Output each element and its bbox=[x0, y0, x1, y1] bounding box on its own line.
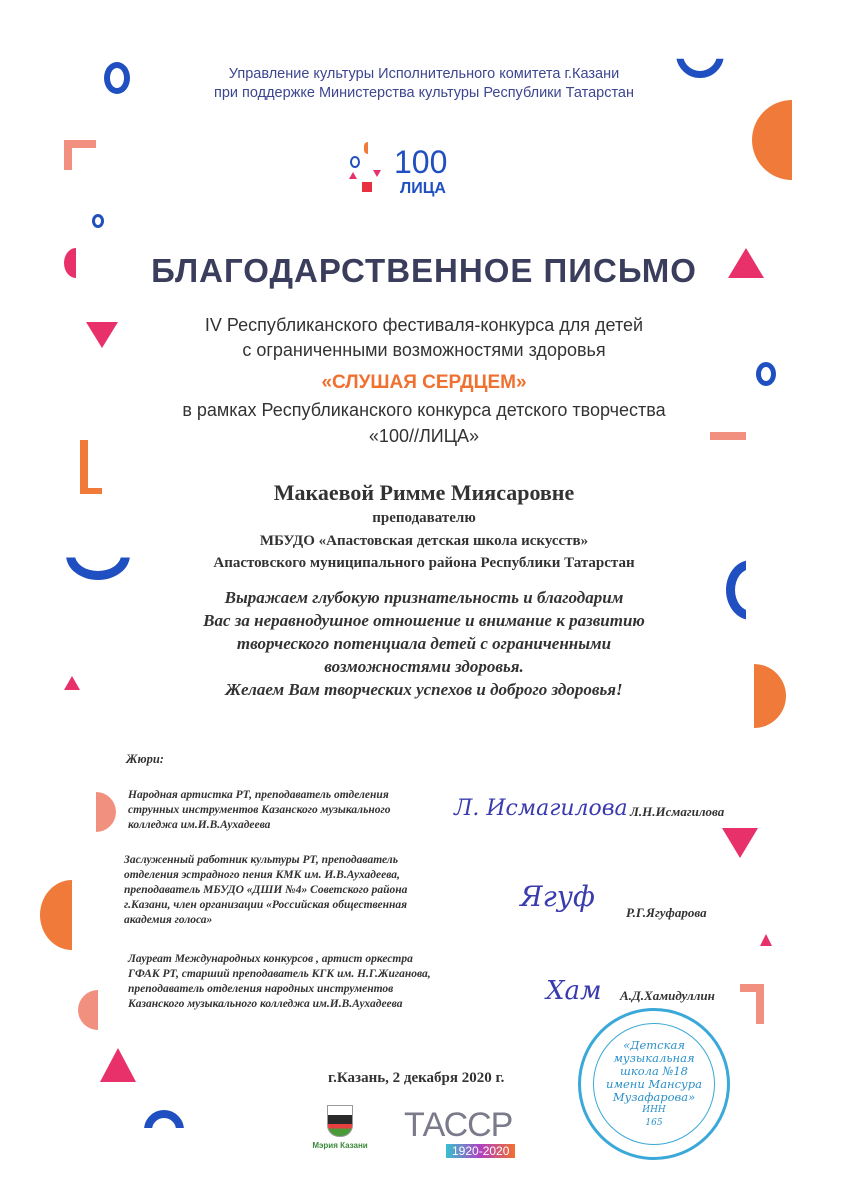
jury-member-name: А.Д.Хамидуллин bbox=[620, 988, 715, 1003]
festival-line: IV Республиканского фестиваля-конкурса для детей bbox=[204, 315, 644, 335]
festival-line: «100//ЛИЦА» bbox=[368, 426, 480, 446]
stamp-line: ИНН bbox=[642, 1105, 666, 1115]
desc-line: отделения эстрадного пения КМК им. И.В.Аухадеева, bbox=[124, 869, 400, 881]
salmon-halfcircle-shape bbox=[76, 792, 116, 832]
tassr-years: 1920-2020 bbox=[446, 1144, 515, 1158]
100-lica-logo bbox=[346, 140, 466, 202]
stamp-line: Музафарова» bbox=[612, 1090, 696, 1104]
place-date: г.Казань, 2 декабря 2020 г. bbox=[328, 1070, 505, 1086]
desc-line: Заслуженный работник культуры РТ, преподаватель bbox=[124, 854, 398, 866]
desc-line: колледжа им.И.В.Аухадеева bbox=[128, 819, 271, 831]
jury-member-desc bbox=[128, 788, 390, 833]
message-line: Выражаем глубокую признательность и благодарим bbox=[224, 588, 624, 607]
blue-arc-shape bbox=[144, 1110, 184, 1150]
jury-member-desc bbox=[124, 853, 407, 928]
recipient-position: преподавателю bbox=[372, 510, 476, 526]
desc-line: ГФАК РТ, старший преподаватель КГК им. Н.Г.Жиганова, bbox=[128, 968, 431, 980]
jury-member-desc bbox=[128, 952, 431, 1012]
logo-word: ЛИЦА bbox=[400, 180, 446, 197]
message-line: Желаем Вам творческих успехов и доброго здоровья! bbox=[225, 680, 623, 699]
desc-line: Народная артистка РТ, преподаватель отделения bbox=[128, 789, 389, 801]
jury-label: Жюри: bbox=[126, 752, 164, 766]
kazan-mayor-logo bbox=[310, 1105, 370, 1150]
message-line: Вас за неравнодушное отношение и внимание к развитию bbox=[203, 611, 645, 630]
salmon-bar-shape bbox=[64, 140, 72, 170]
signature: Хам bbox=[546, 976, 602, 1006]
stamp-line: 165 bbox=[645, 1118, 663, 1128]
jury-member-name: Р.Г.Ягуфарова bbox=[626, 905, 707, 920]
desc-line: г.Казани, член организации «Российская общественная bbox=[124, 899, 408, 911]
desc-line: Лауреат Международных конкурсов , артист оркестра bbox=[128, 953, 413, 965]
festival-name: «СЛУШАЯ СЕРДЦЕМ» bbox=[321, 372, 527, 393]
pink-triangle-shape bbox=[760, 934, 772, 946]
desc-line: Казанского музыкального колледжа им.И.В.Аухадеева bbox=[128, 998, 403, 1010]
festival-line: в рамках Республиканского конкурса детского творчества bbox=[182, 400, 666, 420]
kazan-logo-text: Мэрия Казани bbox=[312, 1141, 368, 1150]
salmon-bar-shape bbox=[756, 984, 764, 1024]
jury-member-name: Л.Н.Исмагилова bbox=[630, 804, 725, 819]
logo-number: 100 bbox=[394, 144, 448, 180]
stamp-line: музыкальная bbox=[613, 1051, 695, 1065]
stamp-line: школа №18 bbox=[619, 1064, 689, 1078]
recipient-org: МБУДО «Апастовская детская школа искусств» bbox=[259, 533, 589, 549]
tassr-logo bbox=[404, 1108, 515, 1160]
orange-halfcircle-shape bbox=[752, 100, 832, 180]
recipient-name: Макаевой Римме Миясаровне bbox=[273, 480, 575, 505]
stamp-line: «Детская bbox=[623, 1038, 685, 1052]
document-title: БЛАГОДАРСТВЕННОЕ ПИСЬМО bbox=[151, 252, 697, 289]
gratitude-message bbox=[0, 586, 848, 701]
organizer-line: Управление культуры Исполнительного комитета г.Казани bbox=[228, 66, 620, 82]
pink-triangle-shape bbox=[100, 1048, 136, 1082]
school-stamp bbox=[578, 1008, 730, 1160]
message-line: творческого потенциала детей с ограниченными bbox=[236, 634, 612, 653]
pink-triangle-shape bbox=[722, 828, 758, 858]
desc-line: струнных инструментов Казанского музыкального bbox=[128, 804, 391, 816]
kazan-coat-of-arms-icon bbox=[327, 1105, 353, 1137]
desc-line: преподаватель МБУДО «ДШИ №4» Советского района bbox=[124, 884, 408, 896]
message-line: возможностями здоровья. bbox=[324, 657, 524, 676]
desc-line: преподаватель отделения народных инструментов bbox=[128, 983, 394, 995]
festival-line: с ограниченными возможностями здоровья bbox=[242, 340, 606, 360]
desc-line: академия голоса» bbox=[124, 914, 213, 926]
stamp-line: имени Мансура bbox=[606, 1077, 702, 1091]
recipient-district: Апастовского муниципального района Республики Татарстан bbox=[213, 555, 635, 571]
blue-o-shape bbox=[92, 214, 104, 228]
salmon-halfcircle-shape bbox=[78, 990, 118, 1030]
support-line: при поддержке Министерства культуры Республики Татарстан bbox=[213, 85, 635, 101]
signature: Л. Исмагилова bbox=[454, 796, 628, 821]
signature: Ягуф bbox=[520, 880, 595, 913]
tassr-logo-text: ТАССР bbox=[404, 1106, 513, 1144]
orange-halfcircle-shape bbox=[40, 880, 104, 950]
